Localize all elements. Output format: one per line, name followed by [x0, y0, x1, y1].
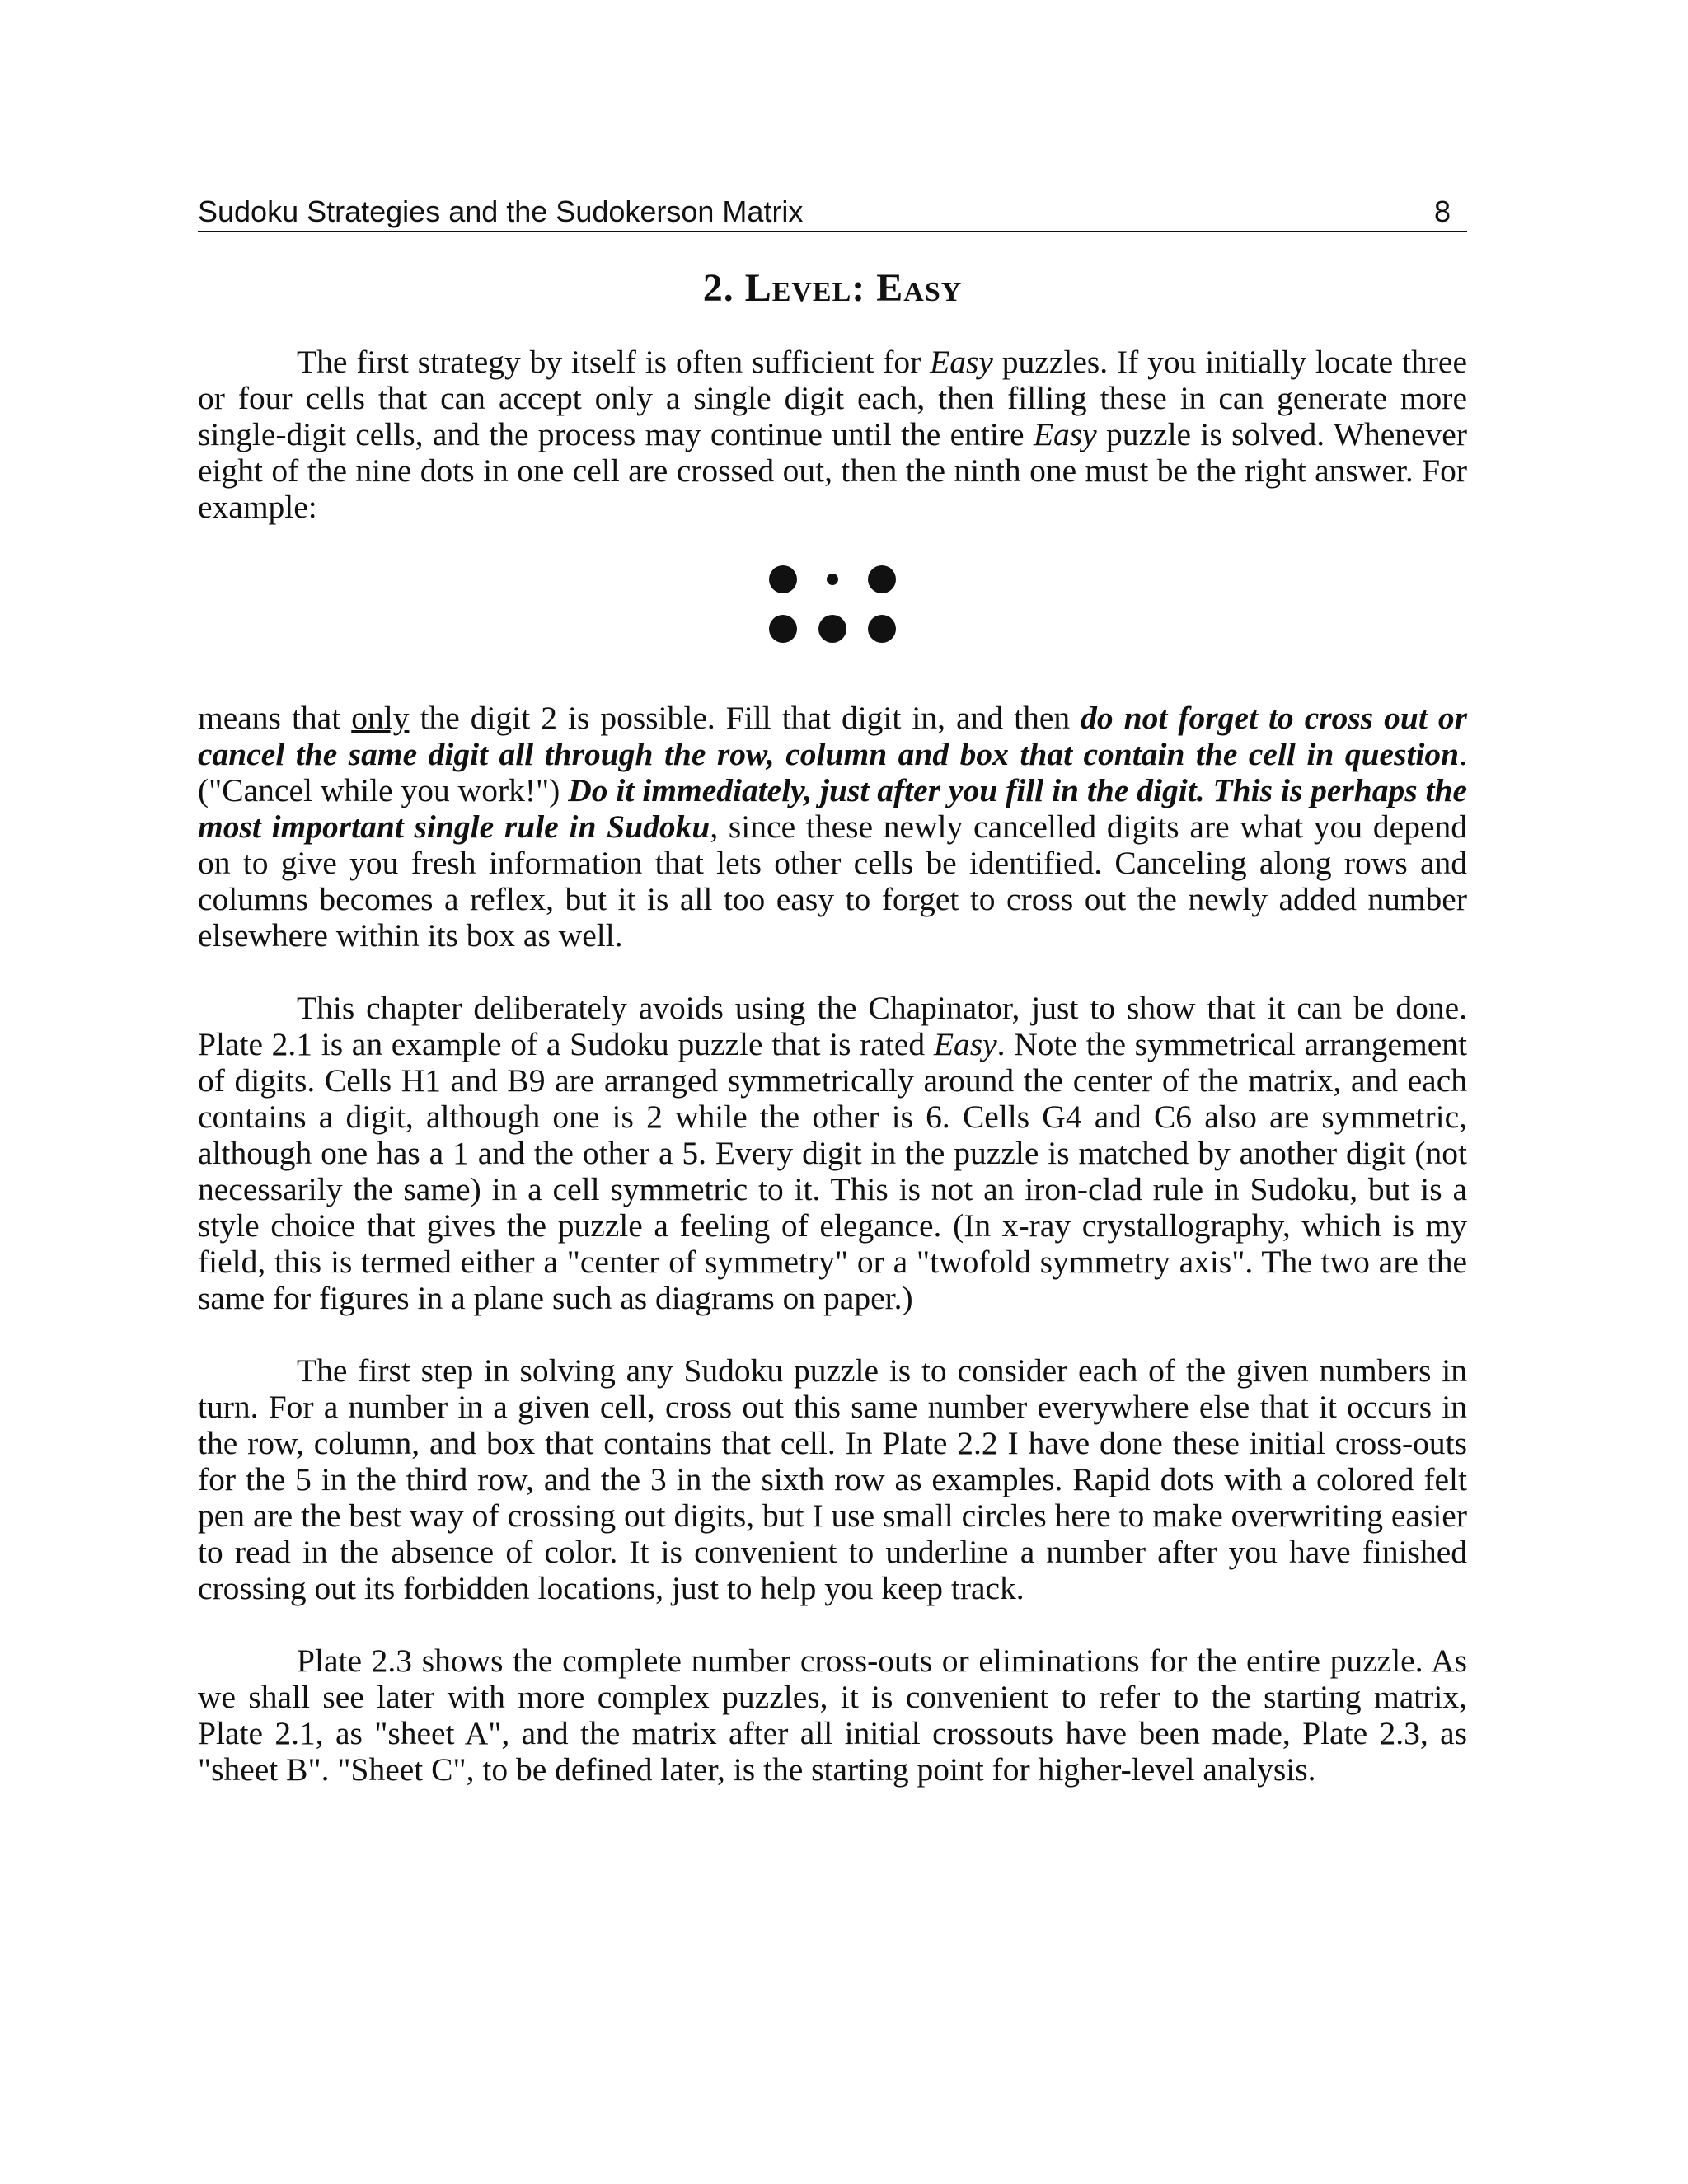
chapter-title: 2. Level: Easy [702, 266, 963, 310]
para2-text-4: , since these newly cancelled digits are what you depend on to give you fresh information that lets other cells be identified. Canceling along rows and columns becomes a reflex, but it is all too easy to forget to cross out the newly added number elsewhere within its box as well. [198, 808, 1467, 954]
running-header [198, 190, 1467, 232]
para1-easy-2: Easy [1033, 416, 1097, 452]
para2-emphasis-2: Do it immediately, just after you fill in the digit. This is perhaps the most important single rule in Sudoku [198, 772, 1468, 845]
crossed-dot-5 [818, 615, 846, 643]
crossed-dot-1 [769, 565, 797, 593]
para1-text-2: puzzles. If you initially locate three or four cells that can accept only a single digit each, then filling these in can generate more single-digit cells, and the process may continue until the entire [198, 344, 1467, 452]
para1-text-3: puzzle is solved. Whenever eight of the nine dots in one cell are crossed out, then the ninth one must be the right answer. For example: [198, 416, 1467, 525]
para2-text-3: . ("Cancel while you work!") [198, 736, 1467, 808]
para1-easy-1: Easy [930, 344, 993, 380]
crossed-dot-4 [769, 615, 797, 643]
para1-text-1: The first strategy by itself is often sufficient for [297, 344, 931, 380]
dot-cell-figure [767, 563, 898, 662]
para3-text-1: This chapter deliberately avoids using the Chapinator, just to show that it can be done. Plate 2.1 is an example of a Sudoku puzzle that is rated [198, 990, 1467, 1062]
para3-easy: Easy [933, 1026, 997, 1062]
crossed-dot-3 [868, 565, 896, 593]
open-dot-2 [827, 574, 838, 585]
paragraph-3 [198, 990, 1467, 1316]
page-number: 8 [1433, 194, 1451, 228]
crossed-dot-6 [868, 615, 896, 643]
para2-only: only [351, 700, 410, 736]
para2-text-1: means that [198, 700, 352, 736]
paragraph-4: The first step in solving any Sudoku puzzle is to consider each of the given numbers in turn. For a number in a given cell, cross out this same number everywhere else that it occurs in the row, column, and box that contains that cell. In Plate 2.2 I have done these initial cross-outs for the 5 in the third row, and the 3 in the sixth row as examples. Rapid dots with a colored felt pen are the best way of crossing out digits, but I use small circles here to make overwriting easier to read in the absence of color. It is convenient to underline a number after you have finished crossing out its forbidden locations, just to help you keep track. [198, 1352, 1467, 1606]
running-title: Sudoku Strategies and the Sudokerson Matrix [198, 194, 804, 228]
para2-emphasis-1: do not forget to cross out or cancel the same digit all through the row, column and box that contain the cell in question [198, 700, 1467, 772]
para3-text-2: . Note the symmetrical arrangement of digits. Cells H1 and B9 are arranged symmetrically around the center of the matrix, and each contains a digit, although one is 2 while the other is 6. Cells G4 and C6 also are symmetric, although one has a 1 and the other a 5. Every digit in the puzzle is matched by another digit (not necessarily the same) in a cell symmetric to it. This is not an iron-clad rule in Sudoku, but is a style choice that gives the puzzle a feeling of elegance. (In x-ray crystallography, which is my field, this is termed either a "center of symmetry" or a "twofold symmetry axis". The two are the same for figures in a plane such as diagrams on paper.) [198, 1026, 1467, 1316]
paragraph-1 [198, 344, 1467, 525]
document-page [198, 190, 1467, 1788]
para2-text-2: the digit 2 is possible. Fill that digit in, and then [409, 700, 1081, 736]
paragraph-5: Plate 2.3 shows the complete number cross-outs or eliminations for the entire puzzle. As we shall see later with more complex puzzles, it is convenient to refer to the starting matrix, Plate 2.1, as "sheet A", and the matrix after all initial crossouts have been made, Plate 2.3, as "sheet B". "Sheet C", to be defined later, is the starting point for higher-level analysis. [198, 1643, 1467, 1788]
paragraph-2 [198, 700, 1467, 954]
